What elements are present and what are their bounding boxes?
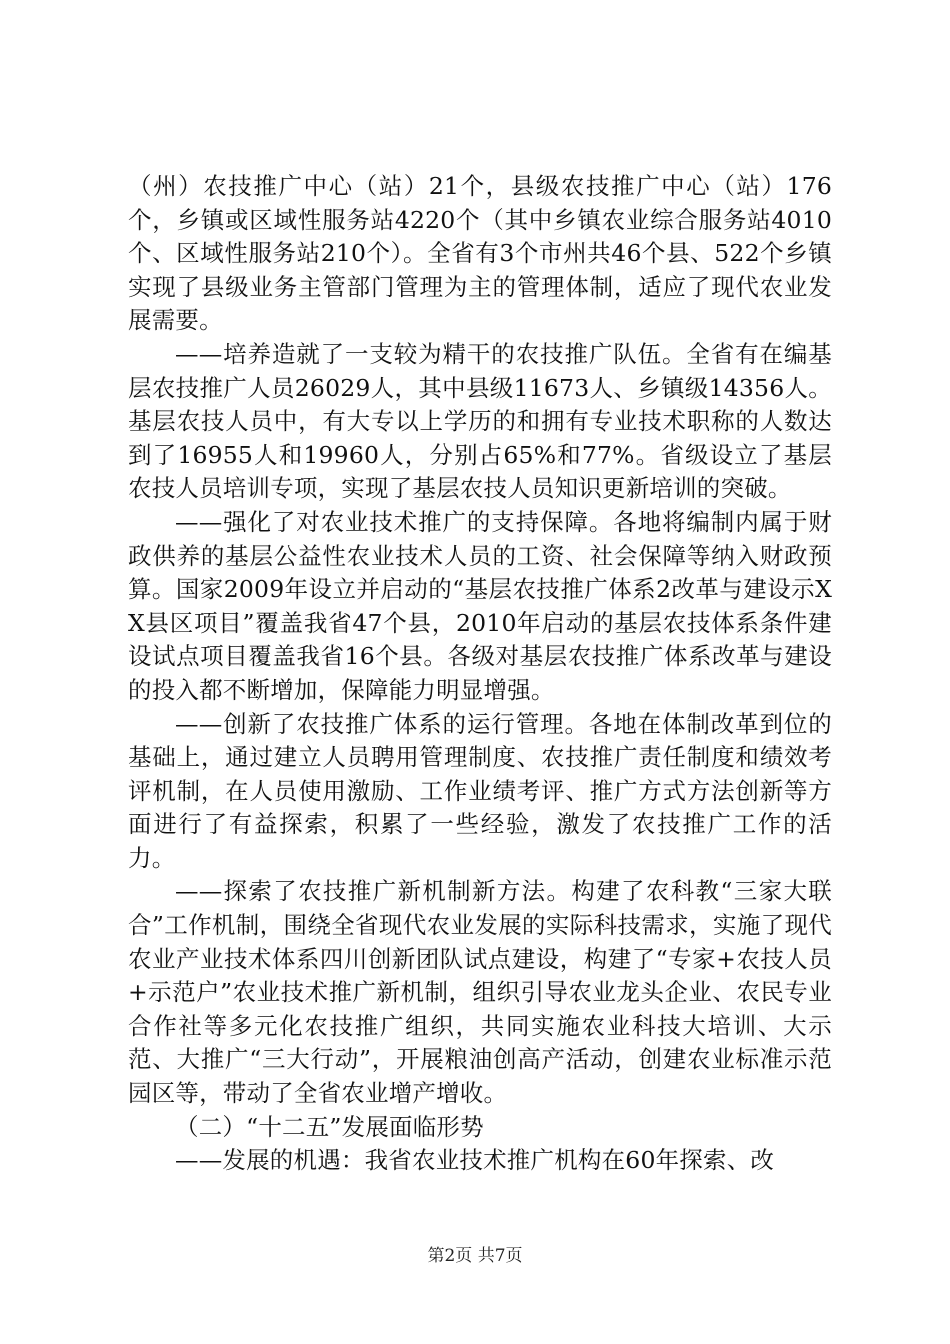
paragraph-2: ——培养造就了一支较为精干的农技推广队伍。全省有在编基层农技推广人员26029人，其中县级11673人、乡镇级14356人。基层农技人员中，有大专以上学历的和拥有专业技术职称的人数达到了16955人和19960人，分别占65%和77%。省级设立了基层农技人员培训专项，实现了基层农技人员知识更新培训的突破。 bbox=[128, 339, 832, 503]
page-number-label: 第2页 共7页 bbox=[427, 1246, 523, 1266]
paragraph-6: ——发展的机遇：我省农业技术推广机构在60年探索、改 bbox=[175, 1146, 775, 1175]
section-heading: （二）“十二五”发展面临形势 bbox=[175, 1112, 484, 1141]
document-body bbox=[128, 170, 832, 1178]
paragraph-1: （州）农技推广中心（站）21个，县级农技推广中心（站）176个，乡镇或区域性服务站4220个（其中乡镇农业综合服务站4010个、区域性服务站210个）。全省有3个市州共46个县、522个乡镇实现了县级业务主管部门管理为主的管理体制，适应了现代农业发展需要。 bbox=[128, 172, 832, 335]
paragraph-3: ——强化了对农业技术推广的支持保障。各地将编制内属于财政供养的基层公益性农业技术人员的工资、社会保障等纳入财政预算。国家2009年设立并启动的“基层农技推广体系2改革与建设示XX县区项目”覆盖我省47个县，2010年启动的基层农技体系条件建设试点项目覆盖我省16个县。各级对基层农技推广体系改革与建设的投入都不断增加，保障能力明显增强。 bbox=[128, 507, 832, 704]
paragraph-5: ——探索了农技推广新机制新方法。构建了农科教“三家大联合”工作机制，围绕全省现代农业发展的实际科技需求，实施了现代农业产业技术体系四川创新团队试点建设，构建了“专家+农技人员+示范户”农业技术推广新机制，组织引导农业龙头企业、农民专业合作社等多元化农技推广组织，共同实施农业科技大培训、大示范、大推广“三大行动”，开展粮油创高产活动，创建农业标准示范园区等，带动了全省农业增产增收。 bbox=[128, 877, 832, 1108]
page-footer bbox=[0, 1244, 950, 1268]
paragraph-4: ——创新了农技推广体系的运行管理。各地在体制改革到位的基础上，通过建立人员聘用管理制度、农技推广责任制度和绩效考评机制，在人员使用激励、工作业绩考评、推广方式方法创新等方面进行了有益探索，积累了一些经验，激发了农技推广工作的活力。 bbox=[128, 709, 832, 872]
